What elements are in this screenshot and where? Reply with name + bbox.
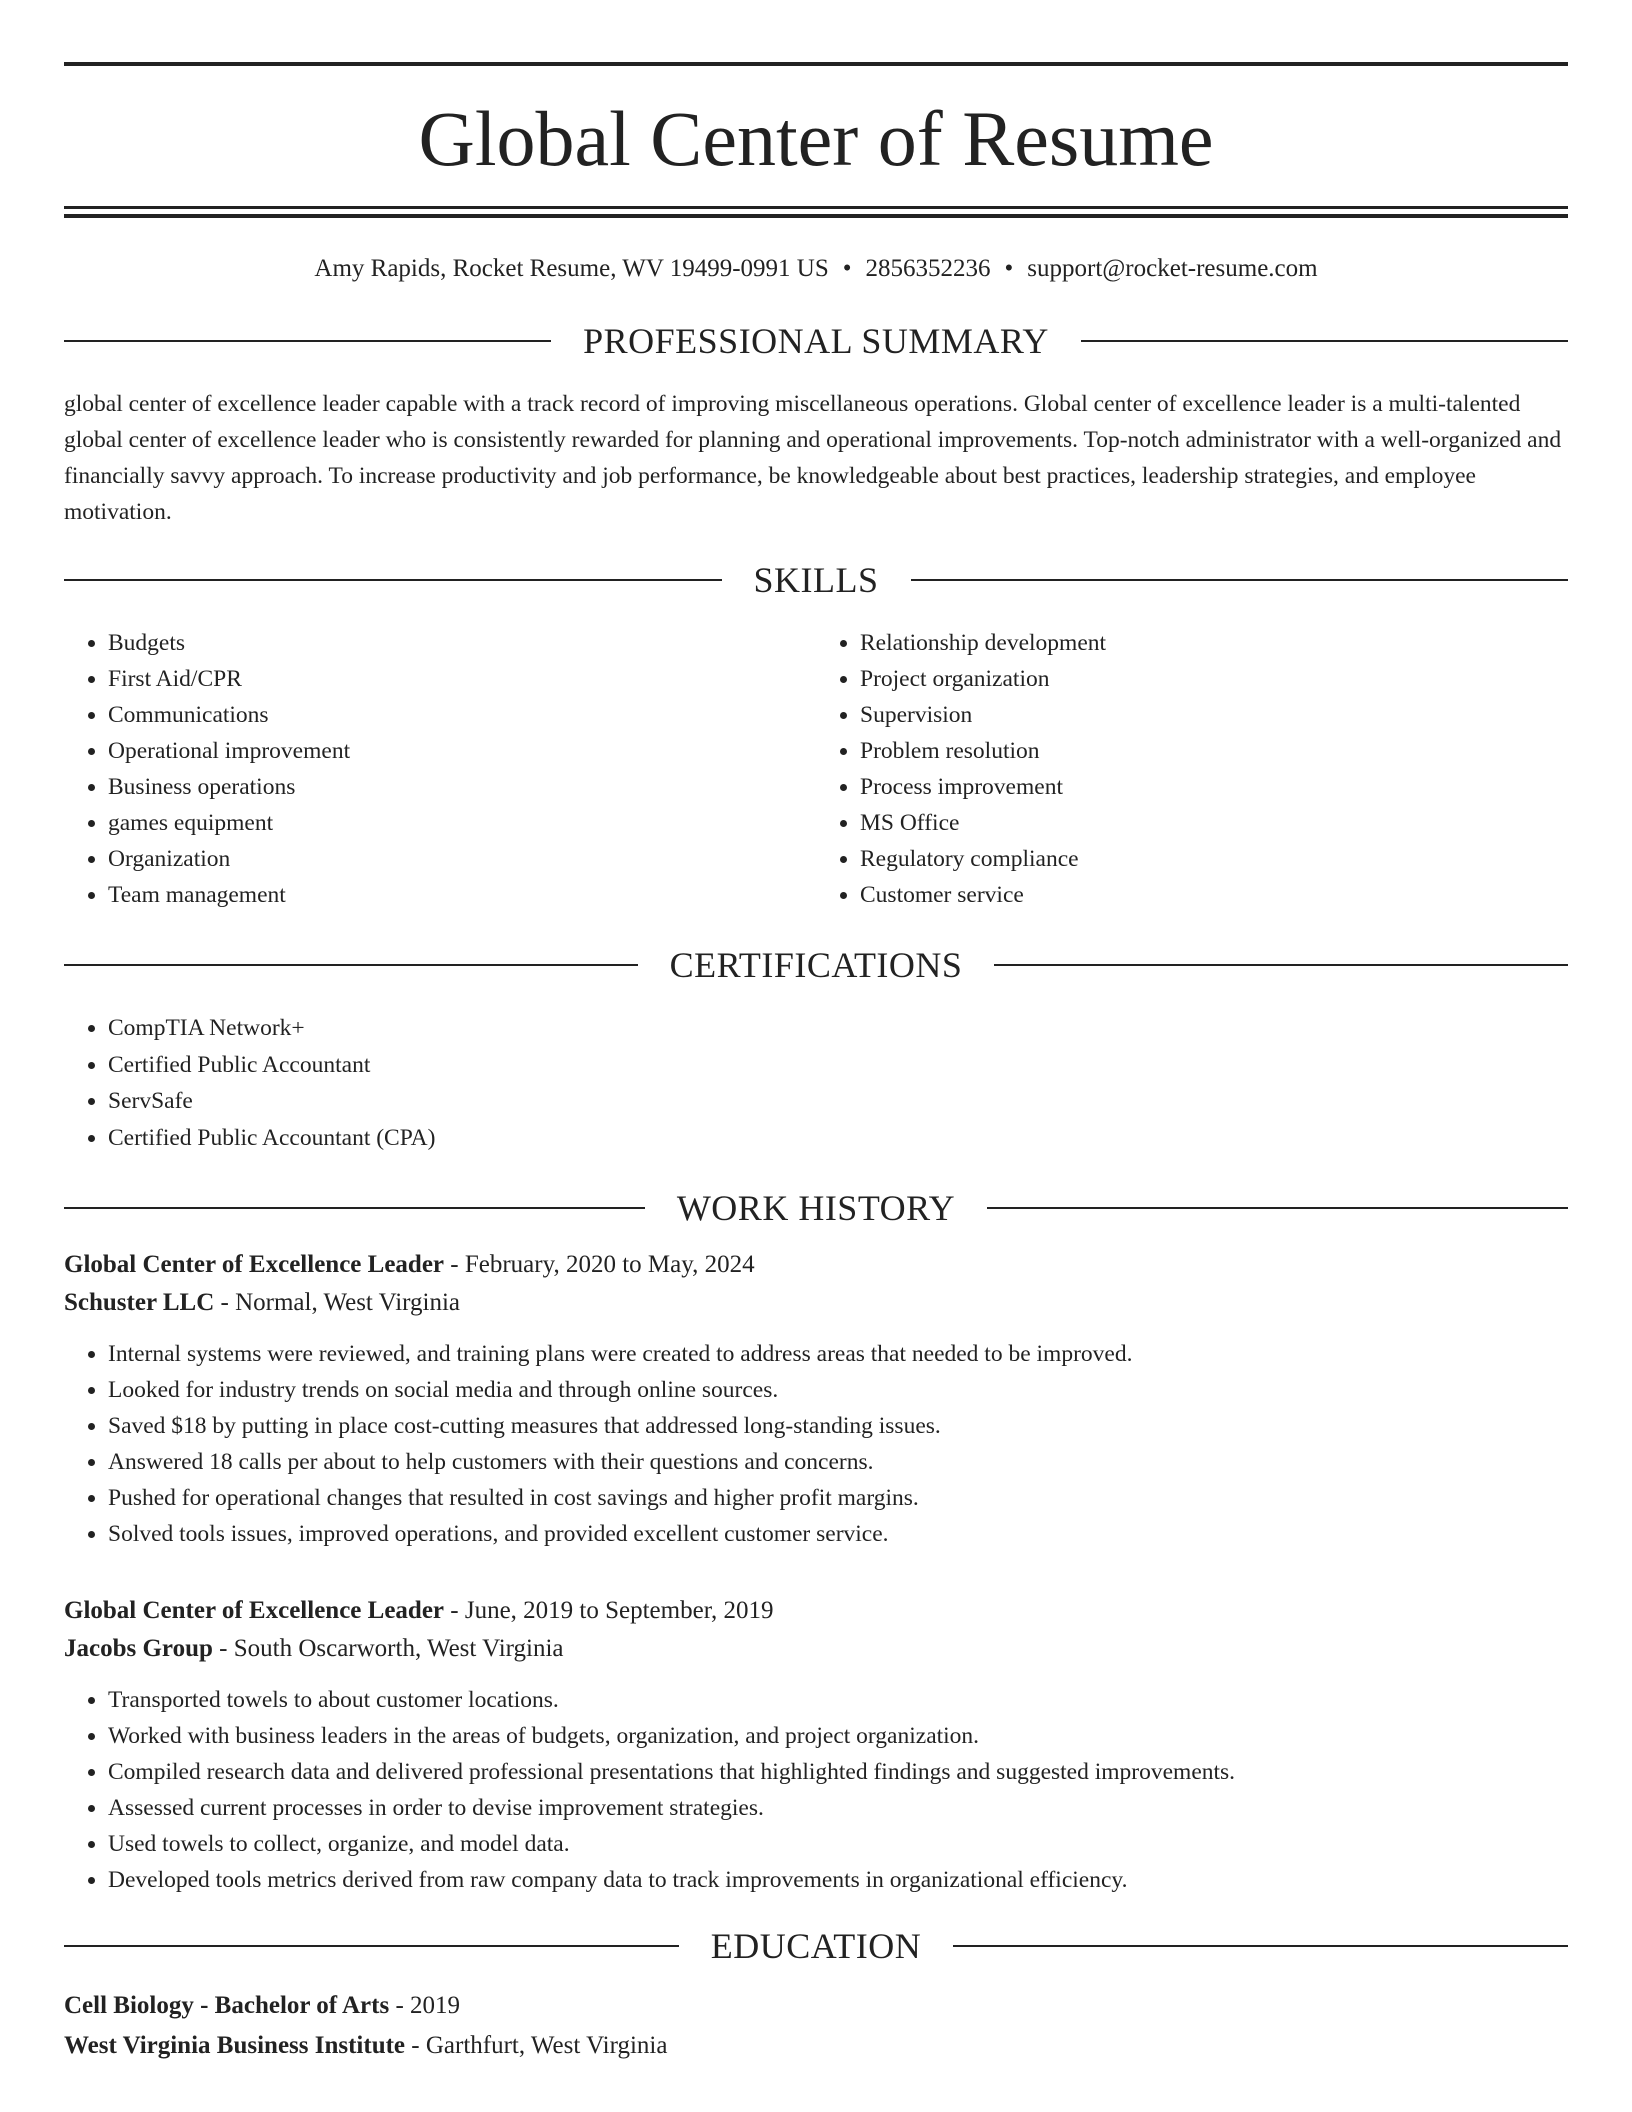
- work-heading-row: [64, 1188, 1568, 1228]
- certifications-heading: CERTIFICATIONS: [669, 945, 963, 985]
- list-item: • Customer service: [860, 877, 1568, 913]
- heading-rule: [64, 1207, 645, 1209]
- list-item: • Regulatory compliance: [860, 841, 1568, 877]
- list-item: • Supervision: [860, 697, 1568, 733]
- list-item: • games equipment: [108, 805, 816, 841]
- list-item: • CompTIA Network+: [108, 1010, 1568, 1047]
- education-school: West Virginia Business Institute: [64, 2032, 406, 2060]
- list-item: • Saved $18 by putting in place cost-cutting measures that addressed long-standing issues.: [108, 1408, 1568, 1444]
- heading-rule: [987, 1207, 1568, 1209]
- contact-separator: •: [1004, 255, 1014, 282]
- heading-rule: [64, 964, 638, 966]
- list-item: • Communications: [108, 697, 816, 733]
- job-bullets: [64, 1682, 1568, 1898]
- education-school-line: [64, 2026, 1568, 2066]
- heading-rule: [994, 964, 1568, 966]
- list-item: • Organization: [108, 841, 816, 877]
- list-item: • Certified Public Accountant: [108, 1047, 1568, 1084]
- education-heading-row: [64, 1926, 1568, 1966]
- certifications-list: [64, 1010, 1568, 1156]
- summary-heading: PROFESSIONAL SUMMARY: [583, 321, 1049, 361]
- list-item: • Relationship development: [860, 625, 1568, 661]
- education-heading: EDUCATION: [710, 1926, 922, 1967]
- job-title-line: [64, 1246, 1568, 1284]
- skills-column-left: [64, 625, 816, 913]
- contact-phone: 2856352236: [865, 255, 991, 282]
- skills-heading: SKILLS: [753, 560, 879, 600]
- job-company: Jacobs Group: [64, 1635, 213, 1663]
- resume-page: [64, 0, 1568, 2066]
- contact-line: [64, 253, 1568, 285]
- education-year: - 2019: [389, 1992, 461, 2020]
- list-item: • Developed tools metrics derived from raw company data to track improvements in organizational efficiency.: [108, 1862, 1568, 1898]
- job-location: - South Oscarworth, West Virginia: [212, 1635, 564, 1663]
- education-degree: Cell Biology - Bachelor of Arts: [64, 1992, 390, 2020]
- list-item: • Used towels to collect, organize, and model data.: [108, 1826, 1568, 1862]
- education-location: - Garthfurt, West Virginia: [405, 2032, 668, 2060]
- list-item: • Worked with business leaders in the areas of budgets, organization, and project organization.: [108, 1718, 1568, 1754]
- list-item: • Certified Public Accountant (CPA): [108, 1120, 1568, 1157]
- skills-column-right: [816, 625, 1568, 913]
- list-item: • ServSafe: [108, 1083, 1568, 1120]
- list-item: • Compiled research data and delivered professional presentations that highlighted findings and suggested improvements.: [108, 1754, 1568, 1790]
- double-rule: [64, 206, 1568, 218]
- heading-rule: [64, 579, 722, 581]
- list-item: • Solved tools issues, improved operations, and provided excellent customer service.: [108, 1516, 1568, 1552]
- contact-separator: •: [842, 255, 852, 282]
- heading-rule: [953, 1945, 1568, 1947]
- list-item: • MS Office: [860, 805, 1568, 841]
- job-title: Global Center of Excellence Leader: [64, 1597, 445, 1625]
- resume-name: Global Center of Resume: [418, 95, 1214, 182]
- list-item: • Pushed for operational changes that resulted in cost savings and higher profit margins.: [108, 1480, 1568, 1516]
- list-item: • Assessed current processes in order to devise improvement strategies.: [108, 1790, 1568, 1826]
- list-item: • Operational improvement: [108, 733, 816, 769]
- list-item: • Problem resolution: [860, 733, 1568, 769]
- job-company: Schuster LLC: [64, 1289, 215, 1317]
- list-item: • Team management: [108, 877, 816, 913]
- list-item: • First Aid/CPR: [108, 661, 816, 697]
- job-title: Global Center of Excellence Leader: [64, 1251, 445, 1279]
- list-item: • Budgets: [108, 625, 816, 661]
- work-heading: WORK HISTORY: [676, 1188, 956, 1229]
- summary-heading-row: [64, 321, 1568, 361]
- list-item: • Business operations: [108, 769, 816, 805]
- list-item: • Looked for industry trends on social media and through online sources.: [108, 1372, 1568, 1408]
- heading-rule: [1081, 340, 1568, 342]
- skills-list: [64, 625, 1568, 913]
- list-item: • Transported towels to about customer locations.: [108, 1682, 1568, 1718]
- education-entry: [64, 1986, 1568, 2066]
- list-item: • Project organization: [860, 661, 1568, 697]
- heading-rule: [64, 340, 551, 342]
- list-item: • Process improvement: [860, 769, 1568, 805]
- contact-address: Amy Rapids, Rocket Resume, WV 19499-0991 US: [314, 255, 829, 282]
- job-dates: - June, 2019 to September, 2019: [444, 1597, 774, 1625]
- skills-heading-row: [64, 560, 1568, 600]
- job-title-line: [64, 1592, 1568, 1630]
- job-bullets: [64, 1336, 1568, 1552]
- list-item: • Answered 18 calls per about to help customers with their questions and concerns.: [108, 1444, 1568, 1480]
- job-location: - Normal, West Virginia: [214, 1289, 461, 1317]
- heading-rule: [911, 579, 1569, 581]
- job-dates: - February, 2020 to May, 2024: [444, 1251, 755, 1279]
- job-company-line: [64, 1630, 1568, 1668]
- job-entry: [64, 1592, 1568, 1898]
- certifications-heading-row: [64, 945, 1568, 985]
- heading-rule: [64, 1945, 679, 1947]
- job-company-line: [64, 1284, 1568, 1322]
- education-degree-line: [64, 1986, 1568, 2026]
- list-item: • Internal systems were reviewed, and training plans were created to address areas that needed to be improved.: [108, 1336, 1568, 1372]
- job-entry: [64, 1246, 1568, 1552]
- summary-text: global center of excellence leader capable with a track record of improving miscellaneous operations. Global center of excellence leader is a multi-talented global center of excellence leader who is consistently rewarded for planning and operational improvements. Top-notch administrator with a well-organized and financially savvy approach. To increase productivity and job performance, be knowledgeable about best practices, leadership strategies, and employee motivation.: [64, 391, 1562, 525]
- contact-email: support@rocket-resume.com: [1027, 255, 1318, 282]
